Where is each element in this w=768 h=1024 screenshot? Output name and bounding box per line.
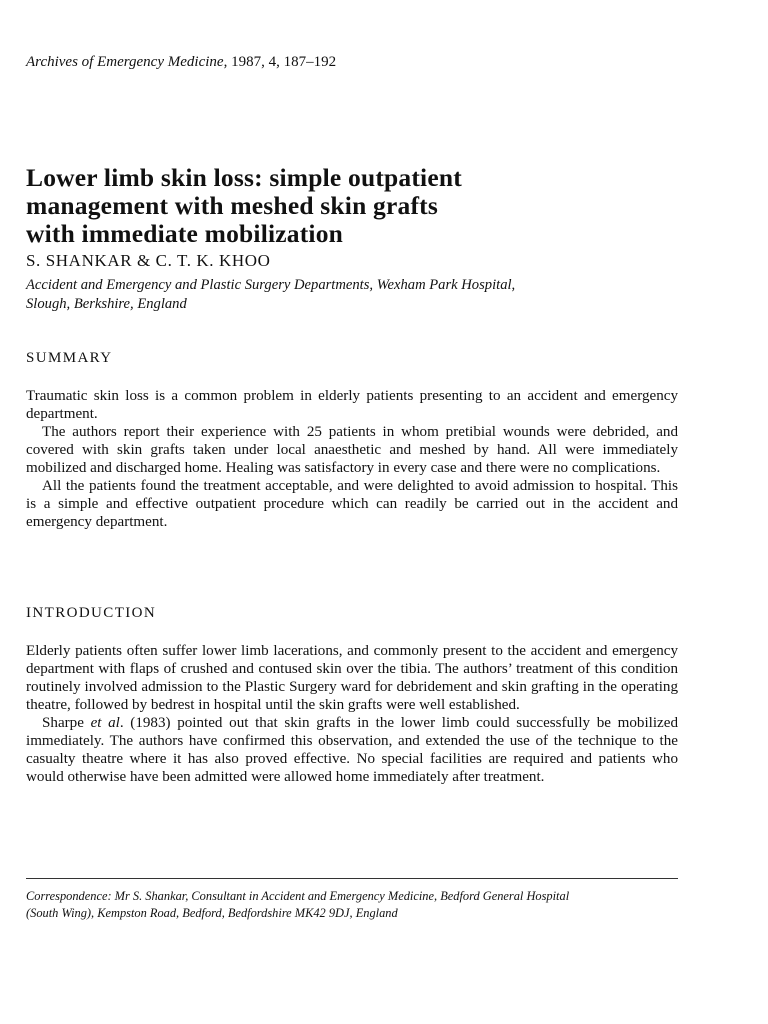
article-title [26,164,726,248]
correspondence-note [26,888,682,922]
title-line: with immediate mobilization [26,219,344,248]
affiliation-line: Accident and Emergency and Plastic Surgery Departments, Wexham Park Hospital, [26,277,516,293]
journal-name: Archives of Emergency Medicine [26,54,224,70]
introduction-paragraph [26,714,678,786]
affiliation-line: Slough, Berkshire, England [26,296,187,312]
correspondence-line: Correspondence: Mr S. Shankar, Consultant in Accident and Emergency Medicine, Bedford General Hospital [26,889,570,903]
introduction-paragraph-text: . (1983) pointed out that skin grafts in the lower limb could successfully be mobilized immediately. The authors have confirmed this observation, and extended the use of the technique to the casualty theatre where it has also proved effective. No special facilities are required and patients who would otherwise have been admitted were allowed home immediately after treatment. [26,715,678,785]
journal-citation [26,53,336,71]
author-list: S. SHANKAR & C. T. K. KHOO [26,251,271,270]
summary-paragraph: Traumatic skin loss is a common problem in elderly patients presenting to an accident and emergency department. [26,388,678,422]
introduction-body [26,642,678,786]
citation-author: Sharpe [42,715,91,731]
title-line: Lower limb skin loss: simple outpatient [26,163,462,192]
summary-body [26,387,678,531]
author-affiliation [26,276,686,314]
footnote-divider [26,878,678,879]
correspondence-line: (South Wing), Kempston Road, Bedford, Bedfordshire MK42 9DJ, England [26,906,398,920]
citation-et-al: et al [90,715,120,731]
introduction-paragraph: Elderly patients often suffer lower limb lacerations, and commonly present to the accident and emergency department with flaps of crushed and contused skin over the tibia. The authors’ treatment of this condition routinely involved admission to the Plastic Surgery ward for debridement and skin grafting in the operating theatre, followed by bedrest in hospital until the skin grafts were well established. [26,643,678,713]
introduction-heading: INTRODUCTION [26,605,157,621]
summary-heading: SUMMARY [26,350,113,366]
summary-paragraph: The authors report their experience with 25 patients in whom pretibial wounds were debrided, and covered with skin grafts taken under local anaesthetic and meshed by hand. All were immediately mobilized and discharged home. Healing was satisfactory in every case and there were no complications. [26,424,678,476]
summary-paragraph: All the patients found the treatment acceptable, and were delighted to avoid admission to hospital. This is a simple and effective outpatient procedure which can readily be carried out in the accident and emergency department. [26,478,678,530]
title-line: management with meshed skin grafts [26,191,438,220]
journal-volume-pages: , 1987, 4, 187–192 [223,54,337,70]
